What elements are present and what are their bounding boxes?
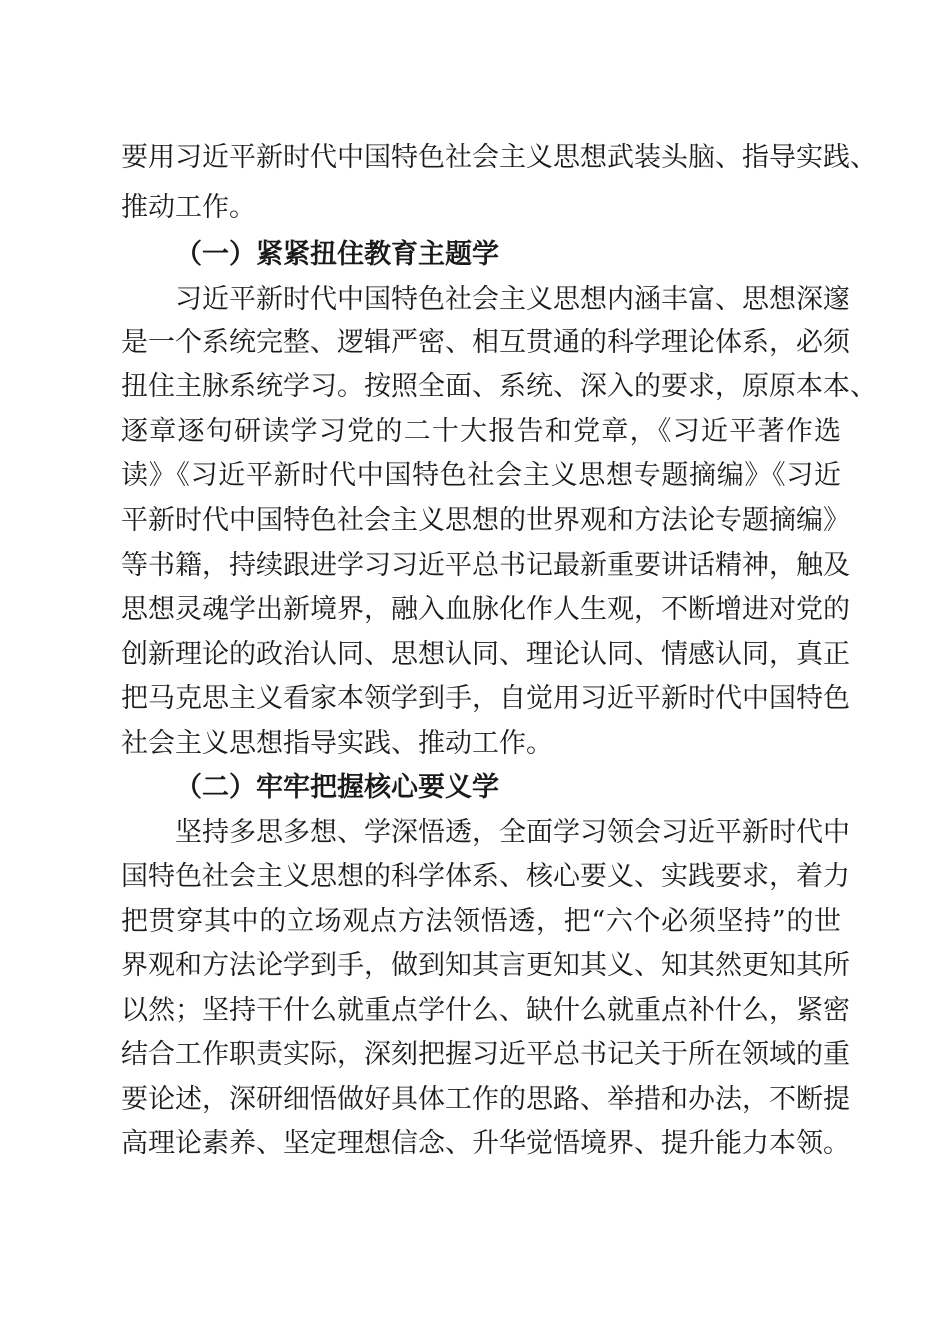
paragraph-line: 结合工作职责实际，深刻把握习近平总书记关于所在领域的重 xyxy=(121,1039,850,1070)
paragraph-line: 高理论素养、坚定理想信念、升华觉悟境界、提升能力本领。 xyxy=(121,1128,850,1159)
paragraph-line: 逐章逐句研读学习党的二十大报告和党章，《习近平著作选 xyxy=(121,416,841,447)
paragraph-line: 坚持多思多想、学深悟透，全面学习领会习近平新时代中 xyxy=(175,817,850,848)
paragraph-line: 国特色社会主义思想的科学体系、核心要义、实践要求，着力 xyxy=(121,861,850,892)
paragraph-line: 平新时代中国特色社会主义思想的世界观和方法论专题摘编》 xyxy=(121,505,850,536)
paragraph-line: 习近平新时代中国特色社会主义思想内涵丰富、思想深邃 xyxy=(175,284,850,315)
paragraph-line: 以然；坚持干什么就重点学什么、缺什么就重点补什么，紧密 xyxy=(121,995,850,1026)
paragraph-line: 界观和方法论学到手，做到知其言更知其义、知其然更知其所 xyxy=(121,950,850,981)
paragraph-line: 扭住主脉系统学习。按照全面、系统、深入的要求，原原本本、 xyxy=(121,371,877,402)
paragraph-line: 把贯穿其中的立场观点方法领悟透，把“六个必须坚持”的世 xyxy=(121,906,841,937)
paragraph-line: 读》《习近平新时代中国特色社会主义思想专题摘编》《习近 xyxy=(121,460,841,491)
paragraph-line: 创新理论的政治认同、思想认同、理论认同、情感认同，真正 xyxy=(121,639,850,670)
section-heading-1: （一）紧紧扭住教育主题学 xyxy=(175,239,499,270)
paragraph-line: 要用习近平新时代中国特色社会主义思想武装头脑、指导实践、 xyxy=(121,142,877,173)
paragraph-line: 推动工作。 xyxy=(121,192,256,223)
paragraph-line: 是一个系统完整、逻辑严密、相互贯通的科学理论体系，必须 xyxy=(121,327,850,358)
paragraph-line: 要论述，深研细悟做好具体工作的思路、举措和办法，不断提 xyxy=(121,1084,850,1115)
paragraph-line: 等书籍，持续跟进学习习近平总书记最新重要讲话精神，触及 xyxy=(121,550,850,581)
paragraph-line: 把马克思主义看家本领学到手，自觉用习近平新时代中国特色 xyxy=(121,683,850,714)
paragraph-line: 思想灵魂学出新境界，融入血脉化作人生观，不断增进对党的 xyxy=(121,594,850,625)
paragraph-line: 社会主义思想指导实践、推动工作。 xyxy=(121,728,553,759)
section-heading-2: （二）牢牢把握核心要义学 xyxy=(175,772,499,803)
